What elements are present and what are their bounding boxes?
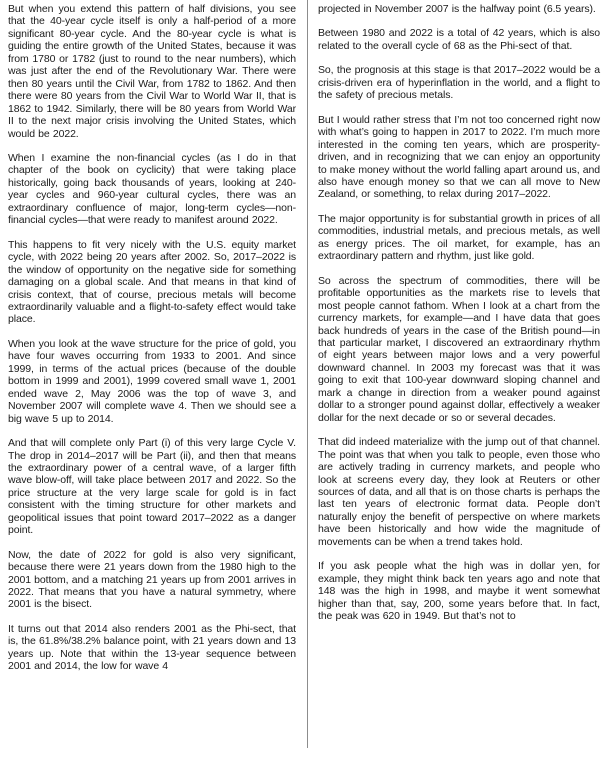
paragraph: When you look at the wave structure for the price of gold, you have four waves occurring from 1933 to 2001. And since 1999, in terms of the actual prices (because of the double bottom in 1999 and 2001), 1999 covered small wave 1, 2001 ended wave 2, May 2006 was the top of wave 3, and November 2007 will complete wave 4. Then we should see a big wave 5 up to 2014. <box>8 337 296 425</box>
paragraph: And that will complete only Part (i) of this very large Cycle V. The drop in 2014–2017 will be Part (ii), and then that means the extraordinary power of a central wave, of a larger fifth wave blow-off, will take place between 2017 and 2022. So the price structure at the very large scale for gold is in fact consistent with the timing structure for other markets and geopolitical issues that point toward 2017–2022 as a danger point. <box>8 437 296 537</box>
paragraph: projected in November 2007 is the halfway point (6.5 years). <box>318 3 596 15</box>
paragraph: So, the prognosis at this stage is that 2017–2022 would be a crisis-driven era of hyperinflation in the world, and a flight to the safety of precious metals. <box>318 64 600 102</box>
paragraph: If you ask people what the high was in dollar yen, for example, they might think back ten years ago and note that 148 was the high in 1998, and maybe it went somewhat higher than that, say, 200, some years before that. In fact, the peak was 620 in 1949. But that’s not to <box>318 560 600 623</box>
paragraph: It turns out that 2014 also renders 2001 as the Phi-sect, that is, the 61.8%/38.2% balance point, with 21 years down and 13 years up. Note that within the 13-year sequence between 2001 and 2014, the low for wave 4 <box>8 622 296 673</box>
paragraph: Now, the date of 2022 for gold is also very significant, because there were 21 years down from the 1980 high to the 2001 bottom, and a matching 21 years up from 2001 arrives in 2022. That means that you have a natural symmetry, where 2001 is the bisect. <box>8 548 296 611</box>
paragraph: But when you extend this pattern of half divisions, you see that the 40-year cycle itself is only a half-period of a more significant 80-year cycle. And the 80-year cycle is what is guiding the entire growth of the United States, because it was from 1780 or 1782 (just to round to the near numbers), which was just after the end of the Revolutionary War. There were then 80 years until the Civil War, from 1782 to 1862. And then there were 80 years from the Civil War to World War II, that is 1862 to 1942. Similarly, there will be 80 years from World War II to the next major crisis involving the United States, which would be 2022. <box>8 3 296 140</box>
column-divider <box>307 0 308 748</box>
paragraph: That did indeed materialize with the jump out of that channel. The point was that when you talk to people, even those who are actively trading in currency markets, and people who look at screens every day, they look at Reuters or other sources of data, and all that is on those charts is perhaps the last ten years of electronic format data. People don’t naturally enjoy the benefit of perspective on where markets have been historically and how wide the magnitude of movements can be when a trend takes hold. <box>318 436 600 548</box>
paragraph: But I would rather stress that I’m not too concerned right now with what’s going to happen in 2017 to 2022. I’m much more interested in the coming ten years, which are prosperity-driven, and in recognizing that we can enjoy an opportunity to make money without the world falling apart around us, and also have enough money so that we can all move to New Zealand, or something, to relax during 2017–2022. <box>318 113 600 201</box>
paragraph: So across the spectrum of commodities, there will be profitable opportunities as the markets rise to levels that most people cannot fathom. When I look at a chart from the currency markets, for example—and I have data that goes back hundreds of years in the case of the British pound—in that particular market, I discovered an extraordinary rhythm of eight years between major lows and a very powerful downward channel. In 2003 my forecast was that it was going to exit that 100-year downward sloping channel and mark a change in direction from a weaker pound against dollar to a stronger pound against dollar, effectively a weaker dollar for the next decade or so or several decades. <box>318 274 600 424</box>
paragraph: When I examine the non-financial cycles (as I do in that chapter of the book on cyclicity) that were taking place historically, going back thousands of years, looking at 240-year cycles and 960-year cultural cycles, there was an extraordinary confluence of major, long-term cycles—non-financial cycles—that were ready to manifest around 2022. <box>8 151 296 227</box>
paragraph: Between 1980 and 2022 is a total of 42 years, which is also related to the overall cycle of 68 as the Phi-sect of that. <box>318 27 600 52</box>
paragraph: This happens to fit very nicely with the U.S. equity market cycle, with 2022 being 20 years after 2002. So, 2017–2022 is the window of opportunity on the negative side for something damaging on a global scale. And that means in that kind of crisis context, that of course, precious metals will become extraordinarily valuable and a flight-to-safety effect would take place. <box>8 238 296 326</box>
paragraph: The major opportunity is for substantial growth in prices of all commodities, industrial metals, and precious metals, as well as energy prices. The oil market, for example, has an extraordinary pattern and rhythm, just like gold. <box>318 212 600 263</box>
right-column <box>318 3 600 634</box>
left-column <box>8 3 296 685</box>
